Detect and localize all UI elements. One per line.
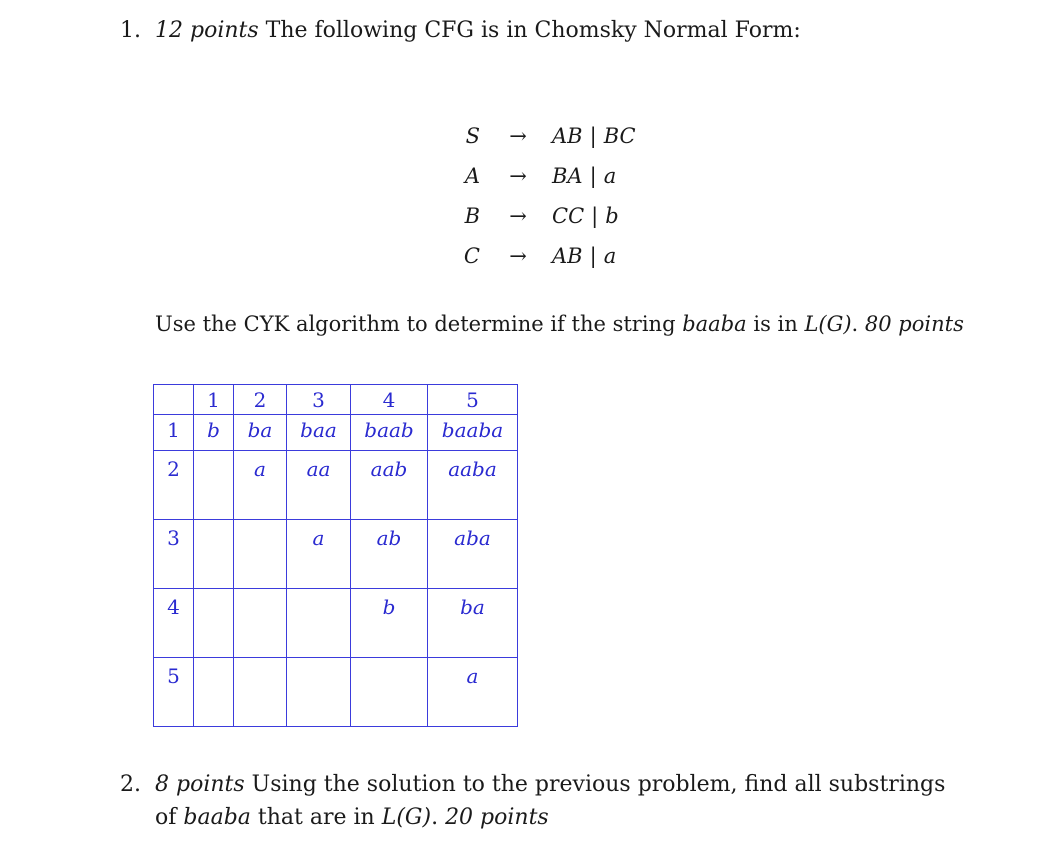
cyk-row xyxy=(154,658,518,727)
rhs-separator: | xyxy=(589,124,597,148)
language-symbol: L(G) xyxy=(381,805,432,830)
grammar-rule xyxy=(440,236,636,276)
cyk-cell xyxy=(351,658,428,727)
prompt-points: 80 points xyxy=(864,312,964,336)
cyk-cell: a xyxy=(234,451,287,520)
cyk-row-label: 1 xyxy=(154,415,194,451)
cyk-row xyxy=(154,589,518,658)
rule-lhs: A xyxy=(464,164,480,188)
cyk-row-label: 3 xyxy=(154,520,194,589)
rhs-separator: | xyxy=(589,164,597,188)
problem-2: 2. 8 points Using the solution to the previous problem, find all substrings of baaba that are in L(G). 20 points xyxy=(120,772,946,830)
cyk-row xyxy=(154,520,518,589)
cyk-cell xyxy=(287,589,351,658)
rule-rhs xyxy=(552,196,636,236)
cyk-cell: baaba xyxy=(428,415,518,451)
cyk-cell xyxy=(287,658,351,727)
cyk-row-label: 4 xyxy=(154,589,194,658)
rhs-separator: | xyxy=(589,244,597,268)
rhs-option: a xyxy=(603,164,617,188)
cyk-cell xyxy=(234,520,287,589)
problem-number: 1. xyxy=(120,18,141,43)
grammar-rules xyxy=(440,116,636,276)
cyk-cell xyxy=(194,589,234,658)
cyk-col-header: 2 xyxy=(234,385,287,415)
cyk-cell: ab xyxy=(351,520,428,589)
cyk-row xyxy=(154,451,518,520)
cyk-cell: b xyxy=(351,589,428,658)
rule-rhs xyxy=(552,236,636,276)
cyk-cell xyxy=(194,520,234,589)
rule-lhs: S xyxy=(465,124,480,148)
cyk-prompt: Use the CYK algorithm to determine if the string baaba is in L(G). 80 points xyxy=(155,312,964,336)
cyk-cell xyxy=(234,658,287,727)
problem-2-points: 20 points xyxy=(445,805,549,830)
rhs-option: b xyxy=(605,204,619,228)
cyk-row xyxy=(154,415,518,451)
rhs-option: CC xyxy=(552,204,585,228)
cyk-col-header: 4 xyxy=(351,385,428,415)
problem-1-heading xyxy=(120,18,801,43)
problem-text: The following CFG is in Chomsky Normal Form: xyxy=(265,18,801,43)
problem-number: 2. xyxy=(120,772,141,797)
rhs-option: AB xyxy=(552,124,583,148)
cyk-cell: ba xyxy=(234,415,287,451)
rhs-separator: | xyxy=(591,204,599,228)
target-string: baaba xyxy=(183,805,251,830)
cyk-cell xyxy=(194,658,234,727)
cyk-col-header: 3 xyxy=(287,385,351,415)
cyk-cell: aba xyxy=(428,520,518,589)
rule-arrow: → xyxy=(509,204,527,228)
cyk-cell: baab xyxy=(351,415,428,451)
cyk-cell: a xyxy=(287,520,351,589)
rule-arrow: → xyxy=(509,244,527,268)
grammar-rule xyxy=(440,196,636,236)
cyk-cell: baa xyxy=(287,415,351,451)
cyk-table xyxy=(153,384,518,727)
cyk-col-header: 5 xyxy=(428,385,518,415)
rule-arrow: → xyxy=(509,164,527,188)
problem-points: 12 points xyxy=(155,18,259,43)
language-symbol: L(G) xyxy=(804,312,852,336)
rhs-option: a xyxy=(603,244,617,268)
rule-rhs xyxy=(552,156,636,196)
target-string: baaba xyxy=(682,312,747,336)
rule-arrow: → xyxy=(509,124,527,148)
cyk-cell: aa xyxy=(287,451,351,520)
rhs-option: AB xyxy=(552,244,583,268)
grammar-rule xyxy=(440,116,636,156)
cyk-row-label: 5 xyxy=(154,658,194,727)
cyk-corner xyxy=(154,385,194,415)
cyk-cell: aaba xyxy=(428,451,518,520)
cyk-col-header: 1 xyxy=(194,385,234,415)
rule-rhs xyxy=(552,116,636,156)
cyk-cell: a xyxy=(428,658,518,727)
cyk-row-label: 2 xyxy=(154,451,194,520)
cyk-cell: ba xyxy=(428,589,518,658)
cyk-header-row xyxy=(154,385,518,415)
grammar-rule xyxy=(440,156,636,196)
rule-lhs: C xyxy=(463,244,480,268)
cyk-cell: b xyxy=(194,415,234,451)
cyk-cell xyxy=(194,451,234,520)
rule-lhs: B xyxy=(464,204,480,228)
rhs-option: BA xyxy=(552,164,583,188)
cyk-cell xyxy=(234,589,287,658)
problem-points: 8 points xyxy=(155,772,245,797)
cyk-cell: aab xyxy=(351,451,428,520)
rhs-option: BC xyxy=(603,124,636,148)
